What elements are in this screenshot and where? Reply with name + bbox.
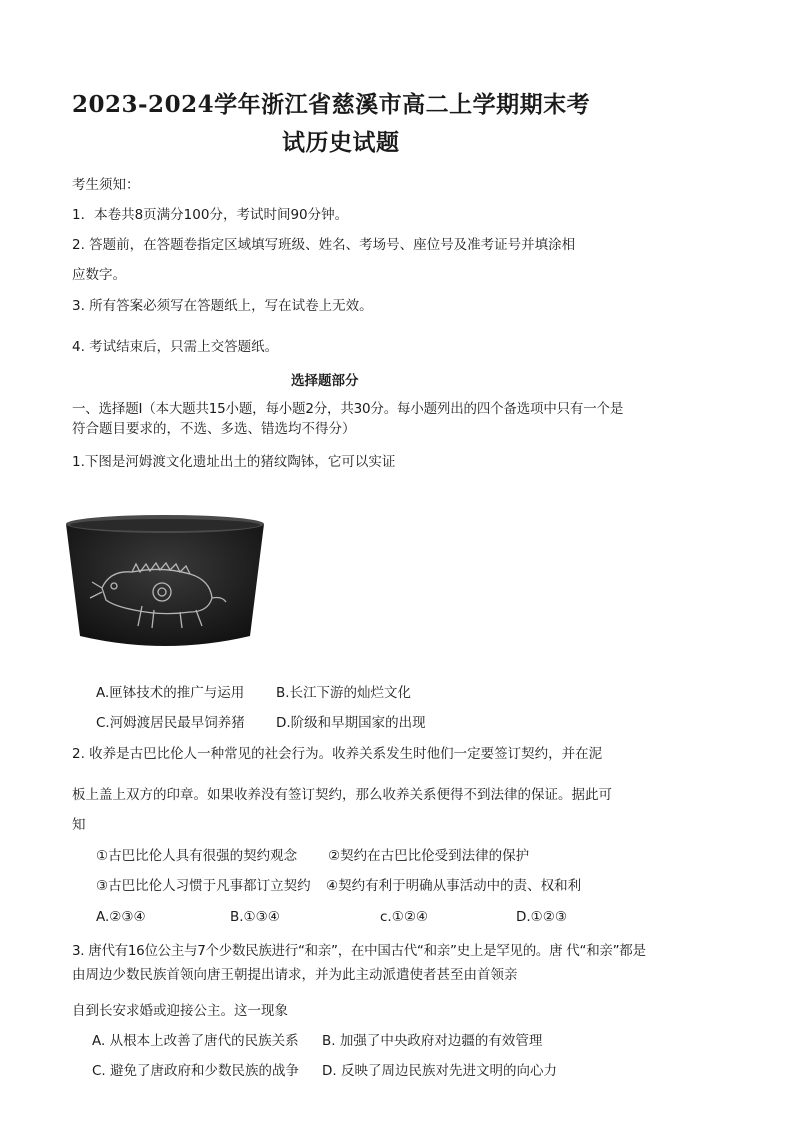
notice-item-2-cont: 应数字。 <box>72 267 126 283</box>
question-2-stem-line3: 知 <box>72 817 86 833</box>
question-2-option-b: B.①③④ <box>230 909 280 925</box>
document-title-line2: 试历史试题 <box>282 129 400 156</box>
notice-item-1: 1．本卷共8页满分100分，考试时间90分钟。 <box>72 207 349 223</box>
pig-pattern-pottery-bowl-photo <box>62 508 268 656</box>
part1-instructions-line1: 一、选择题I（本大题共15小题，每小题2分，共30分。每小题列出的四个备选项中只有一个是 <box>72 401 624 417</box>
part1-instructions-line2: 符合题目要求的，不选、多选、错选均不得分） <box>72 421 356 437</box>
question-2-statement-4: ④契约有利于明确从事活动中的责、权和利 <box>326 878 582 894</box>
question-3-option-d: D. 反映了周边民族对先进文明的向心力 <box>322 1063 557 1079</box>
question-2-option-c: c.①②④ <box>380 909 429 925</box>
question-3-option-b: B. 加强了中央政府对边疆的有效管理 <box>322 1033 543 1049</box>
question-2-stem-line1: 2. 收养是古巴比伦人一种常见的社会行为。收养关系发生时他们一定要签订契约，并在泥 <box>72 746 603 762</box>
question-3-stem-line2: 由周边少数民族首领向唐王朝提出请求，并为此主动派遣使者甚至由首领亲 <box>72 967 518 983</box>
question-2-option-a: A.②③④ <box>96 909 146 925</box>
question-1-stem: 1.下图是河姆渡文化遗址出土的猪纹陶钵，它可以实证 <box>72 454 396 470</box>
notice-item-4: 4. 考试结束后，只需上交答题纸。 <box>72 339 279 355</box>
question-1-option-b: B.长江下游的灿烂文化 <box>276 685 412 701</box>
notice-item-2: 2. 答题前，在答题卷指定区域填写班级、姓名、考场号、座位号及准考证号并填涂相 <box>72 237 576 253</box>
notice-heading: 考生须知： <box>72 177 140 193</box>
question-2-statement-3: ③古巴比伦人习惯于凡事都订立契约 <box>96 878 311 894</box>
question-3-option-c: C. 避免了唐政府和少数民族的战争 <box>92 1063 300 1079</box>
question-2-option-d: D.①②③ <box>516 909 567 925</box>
question-2-stem-line2: 板上盖上双方的印章。如果收养没有签订契约，那么收养关系便得不到法律的保证。据此可 <box>72 787 612 803</box>
question-2-statement-1: ①古巴比伦人具有很强的契约观念 <box>96 848 298 864</box>
document-title-line1: 2023-2024学年浙江省慈溪市高二上学期期末考 <box>72 91 591 118</box>
section-title: 选择题部分 <box>291 373 359 389</box>
question-1-option-d: D.阶级和早期国家的出现 <box>276 715 426 731</box>
question-3-stem-line3: 自到长安求婚或迎接公主。这一现象 <box>72 1003 288 1019</box>
question-2-statement-2: ②契约在古巴比伦受到法律的保护 <box>328 848 530 864</box>
notice-item-3: 3. 所有答案必须写在答题纸上，写在试卷上无效。 <box>72 298 373 314</box>
question-3-option-a: A. 从根本上改善了唐代的民族关系 <box>92 1033 299 1049</box>
question-1-option-c: C.河姆渡居民最早饲养猪 <box>96 715 245 731</box>
question-1-option-a: A.匣钵技术的推广与运用 <box>96 685 245 701</box>
question-3-stem-line1: 3. 唐代有16位公主与7个少数民族进行“和亲”，在中国古代“和亲”史上是罕见的。唐 代“和亲”都是 <box>72 943 646 959</box>
